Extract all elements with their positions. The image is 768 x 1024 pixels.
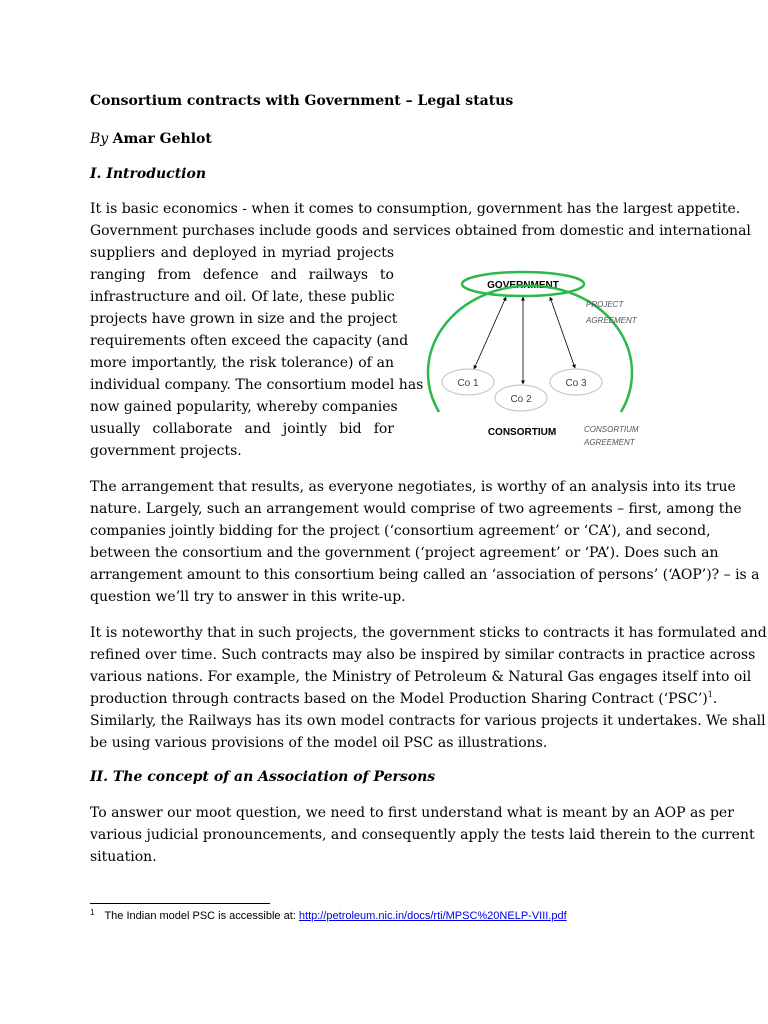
footnote <box>90 908 567 922</box>
text-line: usually collaborate and jointly bid for <box>90 421 394 437</box>
byline <box>90 131 212 147</box>
consortium-label: CONSORTIUM <box>487 427 557 438</box>
text-line: ranging from defence and railways to <box>90 267 394 283</box>
footnote-text: The Indian model PSC is accessible at: <box>104 910 299 922</box>
text-line: question we’ll try to answer in this write-up. <box>90 589 406 605</box>
co2-label: Co 2 <box>510 394 532 405</box>
footnote-reference[interactable]: 1 <box>707 690 713 699</box>
footnote-number: 1 <box>90 908 95 917</box>
text-line: projects have grown in size and the project <box>90 311 398 327</box>
byline-prefix: By <box>90 131 109 147</box>
footnote-link[interactable]: http://petroleum.nic.in/docs/rti/MPSC%20NELP-VIII.pdf <box>298 910 567 922</box>
arrow-gov-co1 <box>474 297 506 369</box>
sentence-period: . <box>712 691 718 707</box>
text-line: refined over time. Such contracts may also be inspired by similar contracts in practice across <box>90 647 756 663</box>
text-line: The arrangement that results, as everyone negotiates, is worthy of an analysis into its true <box>90 479 736 495</box>
text-line: To answer our moot question, we need to first understand what is meant by an AOP as per <box>90 805 734 821</box>
text-line: arrangement amount to this consortium being called an ‘association of persons’ (‘AOP’)? – is a <box>90 567 760 583</box>
text-line: It is basic economics - when it comes to consumption, government has the largest appetite. <box>90 201 741 217</box>
co3-label: Co 3 <box>565 378 587 389</box>
text-line: now gained popularity, whereby companies <box>90 399 398 415</box>
text-line: between the consortium and the government (‘project agreement’ or ‘PA’). Does such an <box>90 545 719 561</box>
section-heading-aop: II. The concept of an Association of Persons <box>90 769 436 785</box>
text-line: infrastructure and oil. Of late, these public <box>90 289 395 305</box>
project-agreement-label-2: AGREEMENT <box>586 316 637 325</box>
text-line: requirements often exceed the capacity (and <box>90 333 409 349</box>
consortium-diagram <box>425 262 655 457</box>
project-agreement-label-1: PROJECT <box>586 300 624 309</box>
section-heading-introduction: I. Introduction <box>90 166 206 182</box>
text-line: situation. <box>90 849 157 865</box>
consortium-agreement-label-2: AGREEMENT <box>584 438 635 447</box>
arrow-gov-co3 <box>550 297 575 368</box>
text-line: companies jointly bidding for the project (‘consortium agreement’ or ‘CA’), and second, <box>90 523 711 539</box>
text-line: government projects. <box>90 443 242 459</box>
government-label: GOVERNMENT <box>487 280 559 291</box>
text-line-with-footnote <box>90 690 718 708</box>
text-line: individual company. The consortium model has <box>90 377 424 393</box>
text-line: various nations. For example, the Ministry of Petroleum & Natural Gas engages itself into oil <box>90 669 752 685</box>
text-line: more importantly, the risk tolerance) of an <box>90 355 394 371</box>
co1-label: Co 1 <box>457 378 479 389</box>
text-line: Similarly, the Railways has its own model contracts for various projects it undertakes. We shall <box>90 713 766 729</box>
document-title: Consortium contracts with Government – Legal status <box>90 93 514 109</box>
footnote-separator <box>90 903 270 904</box>
text-line: suppliers and deployed in myriad projects <box>90 245 394 261</box>
text-line: Government purchases include goods and services obtained from domestic and international <box>90 223 751 239</box>
text-line: be using various provisions of the model oil PSC as illustrations. <box>90 735 548 751</box>
consortium-agreement-label-1: CONSORTIUM <box>584 425 639 434</box>
text-line-content: production through contracts based on the Model Production Sharing Contract (‘PSC’) <box>90 691 708 707</box>
text-line: It is noteworthy that in such projects, the government sticks to contracts it has formulated and <box>90 625 767 641</box>
author-name: Amar Gehlot <box>112 131 212 147</box>
text-line: various judicial pronouncements, and consequently apply the tests laid therein to the current <box>90 827 755 843</box>
text-line: nature. Largely, such an arrangement would comprise of two agreements – first, among the <box>90 501 742 517</box>
